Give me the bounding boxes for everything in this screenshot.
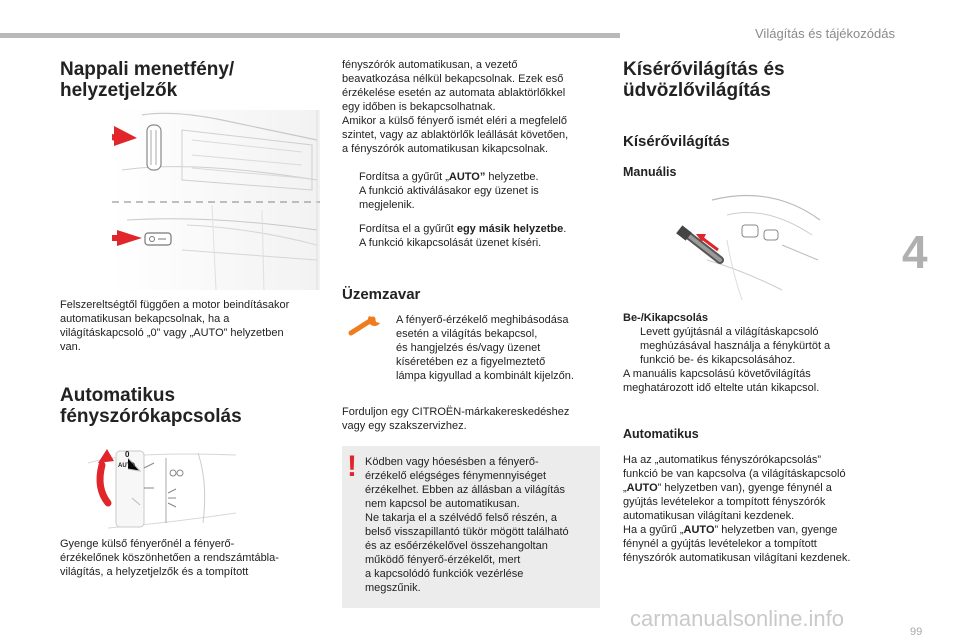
auto-headlamps-text: Gyenge külső fényerőnél a fényerő- érzékelőnek köszönhetően a rendszámtábla- világítás, a helyzetjelzők és a tompított: [60, 538, 279, 578]
page-number: 99: [910, 626, 923, 638]
manual-follow-me-text: A manuális kapcsolású követővilágítás meghatározott idő eltelte után kikapcsol.: [623, 368, 820, 394]
chapter-number: 4: [902, 226, 928, 278]
bullet-deactivate: Fordítsa el a gyűrűt egy másik helyzetbe. A funkció kikapcsolását üzenet kíséri.: [359, 223, 567, 249]
header-rule: [0, 33, 620, 38]
automatic-follow-me-text: Ha az „automatikus fényszórókapcsolás” funkció be van kapcsolva (a világításkapcsoló „AUTO” helyzetben van), gyenge fénynél a gyújtás levételekor a tompított fényszórók automatikusan világítani kezdenek. Ha a gyűrű „AUTO” helyzetben van, gyenge fénynél a gyújtás levételekor a tompított fényszórók automatikusan világítani kezdenek.: [623, 454, 851, 564]
bullet-activate: Fordítsa a gyűrűt „AUTO” helyzetbe. A funkció aktiválásakor egy üzenet is megjelenik.: [359, 171, 539, 211]
dealer-contact-text: Forduljon egy CITROËN-márkakereskedéshez vagy egy szakszervizhez.: [342, 406, 570, 432]
daytime-lights-text: Felszereltségtől függően a motor beindításakor automatikusan bekapcsolnak, ha a világításkapcsoló „0” vagy „AUTO” helyzetben van.: [60, 299, 290, 353]
section-title-fault: Üzemzavar: [342, 286, 421, 303]
bullet-onoff: Levett gyújtásnál a világításkapcsoló meghúzásával használja a fénykürtöt a funkció be- és kikapcsolásához.: [640, 326, 831, 366]
section-title-daytime-lights: Nappali menetfény/ helyzetjelzők: [60, 59, 235, 101]
subsection-title-automatic: Automatikus: [623, 427, 699, 441]
subsection-title-manual: Manuális: [623, 165, 677, 179]
onoff-title: Be-/Kikapcsolás: [623, 312, 708, 324]
section-title-auto-headlamps: Automatikus fényszórókapcsolás: [60, 385, 242, 427]
auto-headlamps-continued: fényszórók automatikusan, a vezető beavatkozása nélkül bekapcsolnak. Ezek eső érzékelése esetén az automata ablaktörlőkkel egy időben is bekapcsolhatnak. Amikor a külső fényerő ismét eléri a megfelelő szintet, vagy az ablaktörlők leállását követően, a fényszórók automatikusan kikapcsolnak.: [342, 59, 569, 155]
headlamp-illustration: [112, 110, 320, 290]
fault-text: A fényerő-érzékelő meghibásodása esetén a világítás bekapcsol, és hangjelzés és/vagy üzenet kíséretében ez a figyelmeztető lámpa kigyullad a kombinált kijelzőn.: [396, 314, 574, 382]
wrench-warning-icon: [347, 313, 385, 339]
subsection-title-follow-me: Kísérővilágítás: [623, 133, 730, 150]
warning-text: Ködben vagy hóesésben a fényerő- érzékelő elégséges fénymennyiséget érzékelhet. Ebben az állásban a világítás nem kapcsol be automatikusan. Ne takarja el a szélvédő felső részén, a belső visszapillantó tükör mögött található és az esőérzékelővel összehangoltan működő fényerő-érzékelőt, mert a kapcsolódó funkciók vezérlése megszűnik.: [365, 456, 569, 594]
section-title-follow-me: Kísérővilágítás és üdvözlővilágítás: [623, 59, 785, 101]
watermark: carmanualsonline.info: [630, 606, 845, 631]
running-title: Világítás és tájékozódás: [755, 26, 895, 41]
stalk-label-auto: AUTO: [118, 463, 135, 469]
stalk-label-zero: 0: [125, 450, 130, 459]
stalk-pull-illustration: [672, 190, 822, 300]
light-stalk-illustration: [88, 443, 236, 531]
warning-exclamation-icon: !: [347, 450, 357, 483]
